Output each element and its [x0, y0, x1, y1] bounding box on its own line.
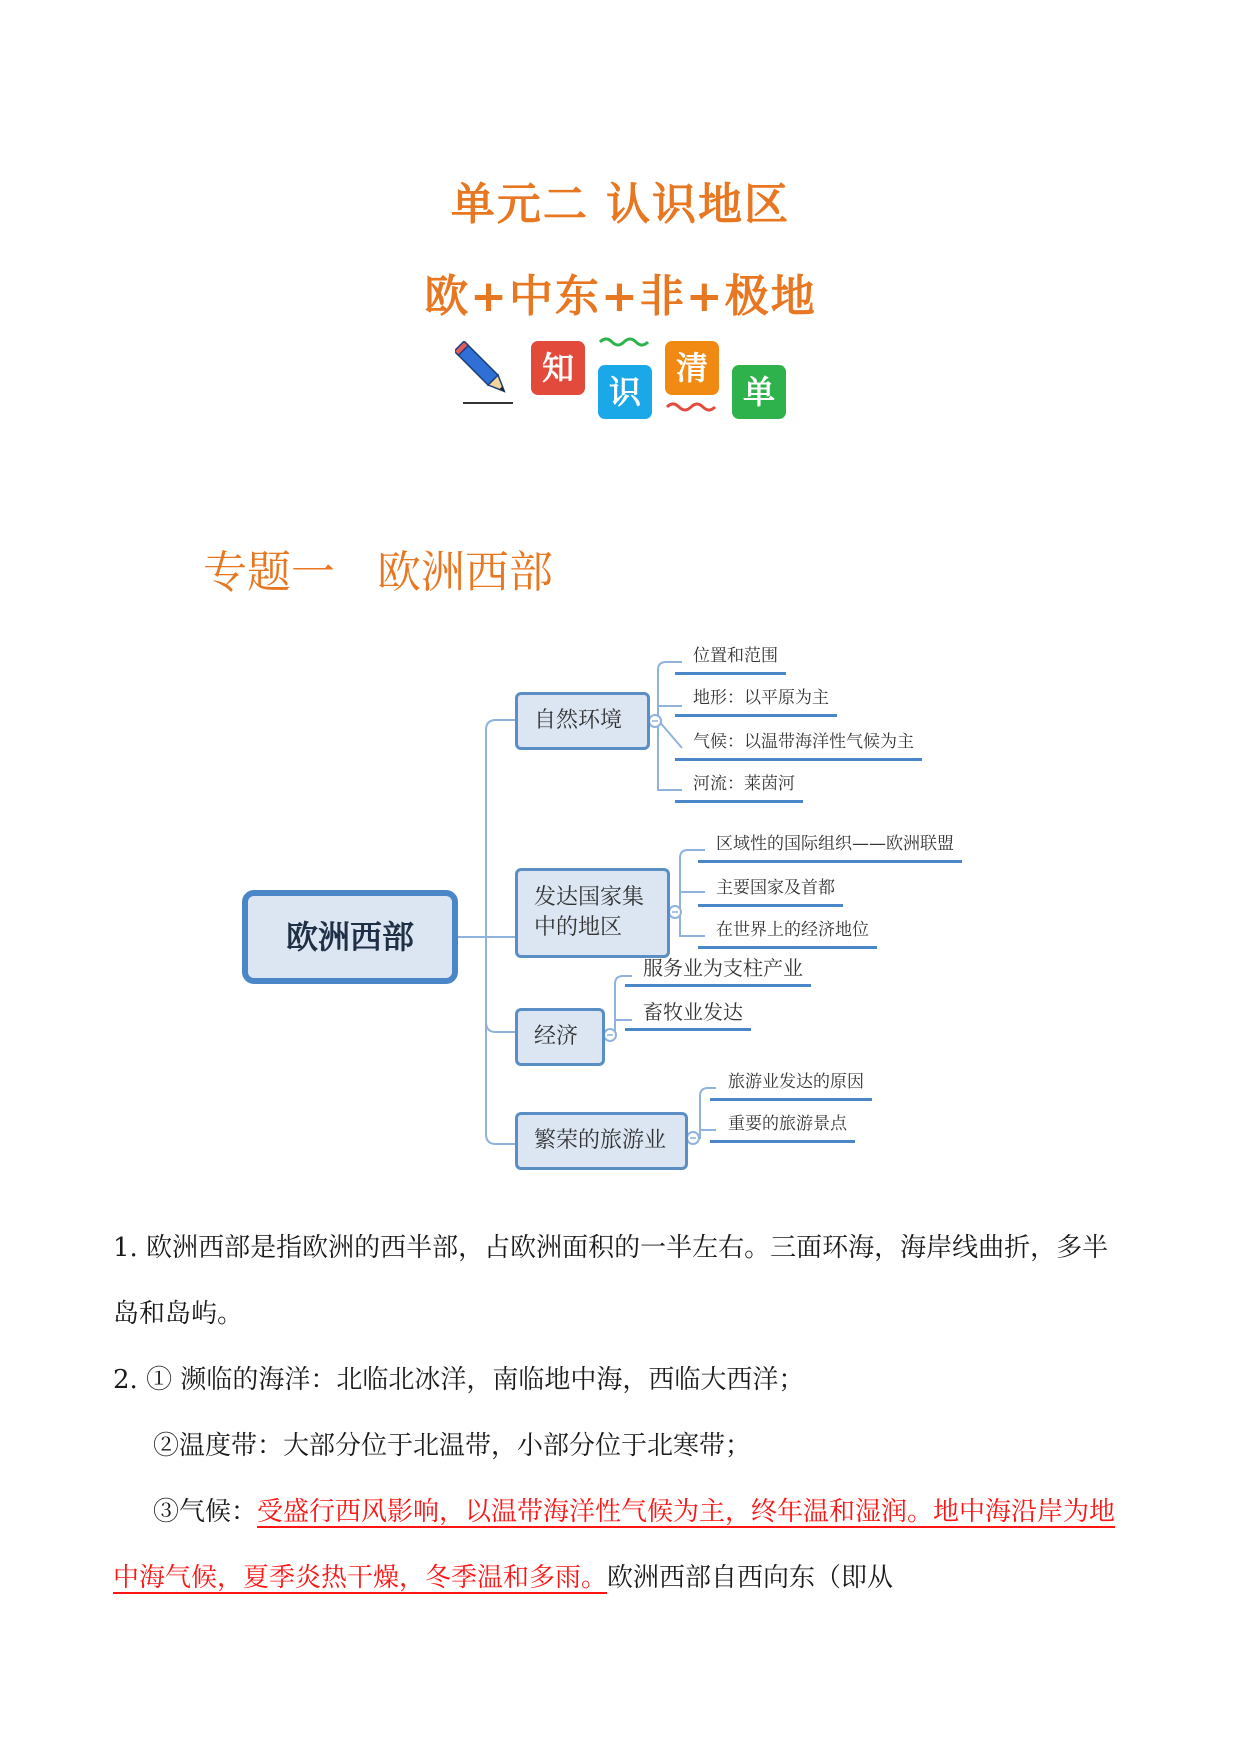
paragraph-2-line3-prefix: ③气候：: [153, 1497, 258, 1527]
wave-icon: [598, 335, 652, 347]
paragraph-2-line1: 2. ① 濒临的海洋：北临北冰洋，南临地中海，西临大西洋；: [113, 1365, 805, 1395]
leaf-tourism-reasons: 旅游业发达的原因: [710, 1070, 872, 1101]
unit-title: 单元二 认识地区: [450, 179, 791, 230]
branch-tourism: 繁荣的旅游业: [515, 1112, 688, 1170]
leaf-countries-capitals: 主要国家及首都: [698, 876, 843, 907]
paragraph-2: [113, 1347, 1133, 1611]
branch-developed-countries: [515, 868, 670, 958]
branch-developed-countries-line2: 中的地区: [534, 915, 623, 940]
knowledge-list-badge: [455, 335, 800, 425]
leaf-economic-status: 在世界上的经济地位: [698, 918, 877, 949]
paragraph-2-line3-suffix: 欧洲西部自西向东（即从: [607, 1563, 894, 1593]
branch-economy: 经济: [515, 1008, 605, 1066]
badge-zhi: 知: [531, 341, 585, 395]
leaf-tourist-sites: 重要的旅游景点: [710, 1112, 855, 1143]
leaf-eu: 区域性的国际组织——欧洲联盟: [698, 832, 962, 863]
mind-map: [230, 640, 1010, 1180]
branch-natural-environment: 自然环境: [515, 692, 650, 750]
badge-qing: 清: [665, 341, 719, 395]
leaf-location-range: 位置和范围: [675, 644, 786, 675]
mind-map-root: 欧洲西部: [242, 890, 458, 984]
climate-highlight: 受盛行西风影响，以温带海洋性气候为主，终年温和湿润。地中海沿岸为地中海气候，夏季炎热干燥，冬季温和多雨。: [113, 1497, 1116, 1593]
unit-subtitle: 欧+中东+非+极地: [424, 271, 817, 322]
leaf-animal-husbandry: 畜牧业发达: [625, 1000, 751, 1031]
leaf-climate: 气候：以温带海洋性气候为主: [675, 730, 922, 761]
pencil-icon: [455, 341, 517, 405]
leaf-terrain: 地形：以平原为主: [675, 686, 837, 717]
paragraph-1: 1. 欧洲西部是指欧洲的西半部，占欧洲面积的一半左右。三面环海，海岸线曲折，多半岛和岛屿。: [113, 1233, 1109, 1329]
wave-icon: [665, 401, 719, 413]
topic-heading: 专题一 欧洲西部: [203, 547, 553, 598]
leaf-river: 河流：莱茵河: [675, 772, 803, 803]
branch-developed-countries-line1: 发达国家集: [534, 885, 645, 910]
badge-dan: 单: [732, 365, 786, 419]
paragraph-2-line2: ②温度带：大部分位于北温带，小部分位于北寒带；: [153, 1431, 752, 1461]
badge-shi: 识: [598, 365, 652, 419]
leaf-service-industry: 服务业为支柱产业: [625, 956, 811, 987]
